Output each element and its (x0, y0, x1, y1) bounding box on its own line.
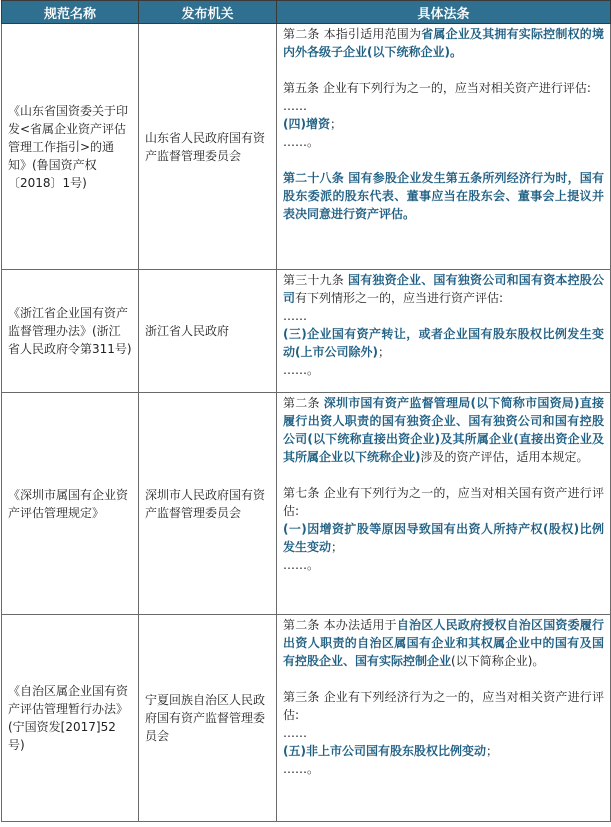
specific-articles (277, 24, 611, 270)
table-row (2, 24, 611, 270)
table-row (2, 393, 611, 615)
specific-articles (277, 615, 611, 822)
ellipsis: ……。 (283, 558, 320, 572)
issuing-authority: 深圳市人民政府国有资产监督管理委员会 (139, 393, 277, 615)
regulation-name: 《深圳市属国有企业资产评估管理规定》 (2, 393, 139, 615)
ellipsis: ……。 (283, 363, 320, 377)
header-regulation-name: 规范名称 (2, 1, 139, 24)
article-paragraph: 第三十九条 国有独资企业、国有独资公司和国有资本控股公司有下列情形之一的，应当进行资产评估: (283, 273, 604, 305)
article-paragraph: 第二条 深圳市国有资产监督管理局(以下简称市国资局)直接履行出资人职责的国有独资企业、国有独资公司和国有控股公司(以下统称直接出资企业)及其所属企业(直接出资企业及其所属企业以下统称企业)涉及的资产评估，适用本规定。 (283, 396, 604, 464)
article-paragraph: 第二条 本指引适用范围为省属企业及其拥有实际控制权的境内外各级子企业(以下统称企业)。 (283, 27, 604, 59)
table-row (2, 270, 611, 393)
ellipsis: …… (283, 99, 307, 113)
specific-articles (277, 393, 611, 615)
table-header-row (2, 1, 611, 24)
article-item: (三)企业国有资产转让，或者企业国有股东股权比例发生变动(上市公司除外)； (283, 327, 604, 359)
ellipsis: ……。 (283, 762, 320, 776)
regulation-name: 《浙江省企业国有资产监督管理办法》(浙江省人民政府令第311号) (2, 270, 139, 393)
ellipsis: …… (283, 309, 307, 323)
header-specific-articles: 具体法条 (277, 1, 611, 24)
table-row (2, 615, 611, 822)
article-paragraph: 第七条 企业有下列行为之一的，应当对相关国有资产进行评估: (283, 486, 604, 518)
regulation-name: 《自治区属企业国有资产评估管理暂行办法》(宁国资发[2017]52号) (2, 615, 139, 822)
issuing-authority: 山东省人民政府国有资产监督管理委员会 (139, 24, 277, 270)
regulations-table (1, 0, 611, 822)
article-paragraph: 第二十八条 国有参股企业发生第五条所列经济行为时，国有股东委派的股东代表、董事应当在股东会、董事会上提议并表决同意进行资产评估。 (283, 171, 604, 221)
article-paragraph: 第二条 本办法适用于自治区人民政府授权自治区国资委履行出资人职责的自治区属国有企业和其权属企业中的国有及国有控股企业、国有实际控制企业(以下简称企业)。 (283, 618, 604, 668)
header-issuing-authority: 发布机关 (139, 1, 277, 24)
article-paragraph: 第五条 企业有下列行为之一的，应当对相关资产进行评估: (283, 81, 591, 95)
article-item: (一)因增资扩股等原因导致国有出资人所持产权(股权)比例发生变动； (283, 522, 604, 554)
article-item: (四)增资； (283, 117, 342, 131)
ellipsis: ……。 (283, 135, 320, 149)
ellipsis: …… (283, 726, 307, 740)
specific-articles (277, 270, 611, 393)
regulation-name: 《山东省国资委关于印发<省属企业资产评估管理工作指引>的通知》(鲁国资产权〔2018〕1号) (2, 24, 139, 270)
article-paragraph: 第三条 企业有下列经济行为之一的，应当对相关资产进行评估: (283, 690, 604, 722)
article-item: (五)非上市公司国有股东股权比例变动； (283, 744, 498, 758)
issuing-authority: 浙江省人民政府 (139, 270, 277, 393)
issuing-authority: 宁夏回族自治区人民政府国有资产监督管理委员会 (139, 615, 277, 822)
